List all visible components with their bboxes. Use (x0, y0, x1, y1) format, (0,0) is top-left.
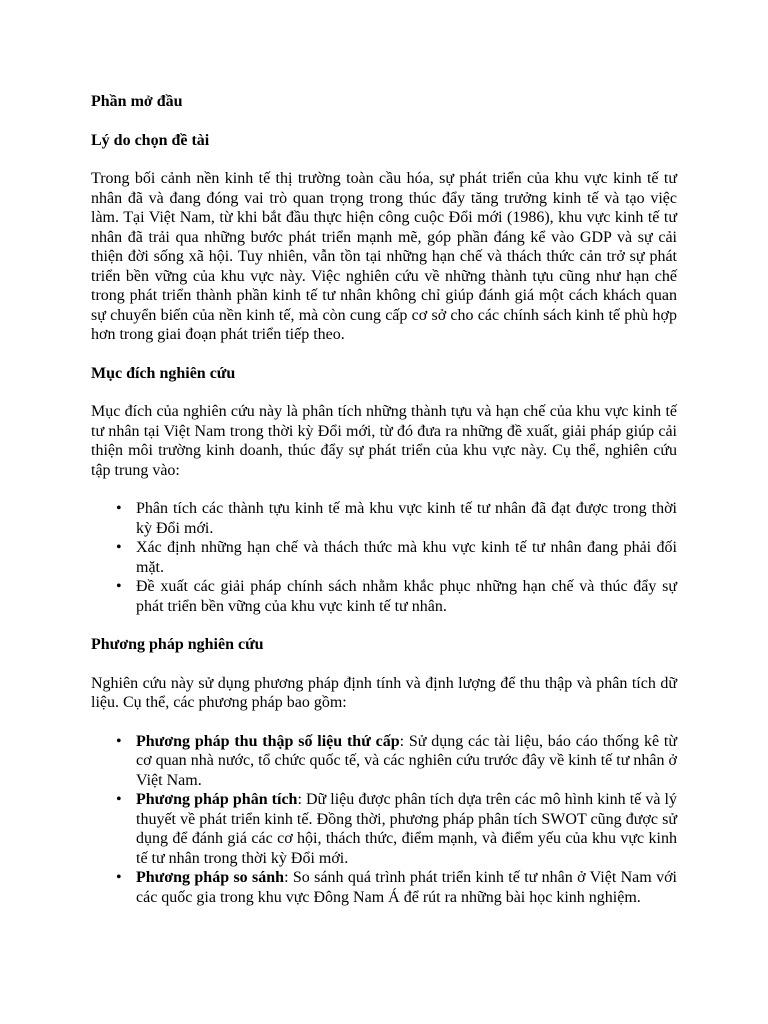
document-title: Phần mở đầu (91, 93, 183, 110)
section-heading-reason: Lý do chọn đề tài (91, 131, 210, 149)
list-item-text: Đề xuất các giải pháp chính sách nhằm khắc phục những hạn chế và thúc đẩy sự phát triển bền vững của khu vực kinh tế tư nhân. (136, 578, 677, 615)
list-item (116, 790, 677, 868)
method-bullet-list (91, 732, 677, 908)
list-item (116, 538, 677, 577)
method-description: : Dữ liệu được phân tích dựa trên các mô hình kinh tế và lý thuyết về phát triển kinh tế. Đồng thời, phương pháp phân tích SWOT cũng được sử dụng để đánh giá các cơ hội, thách thức, điểm mạnh, và điểm yếu của khu vực kinh tế tư nhân trong thời kỳ Đổi mới. (136, 791, 677, 867)
method-description: : Sử dụng các tài liệu, báo cáo thống kê từ cơ quan nhà nước, tổ chức quốc tế, và các nghiên cứu trước đây về kinh tế tư nhân ở Việt Nam. (136, 732, 677, 789)
section-paragraph-purpose: Mục đích của nghiên cứu này là phân tích những thành tựu và hạn chế của khu vực kinh tế tư nhân tại Việt Nam trong thời kỳ Đổi mới, từ đó đưa ra những đề xuất, giải pháp giúp cải thiện môi trường kinh doanh, thúc đẩy sự phát triển của khu vực này. Cụ thể, nghiên cứu tập trung vào: (91, 403, 677, 479)
purpose-bullet-list (91, 499, 677, 616)
list-item (116, 868, 677, 907)
list-item (116, 732, 677, 791)
section-heading-purpose: Mục đích nghiên cứu (91, 364, 236, 382)
section-paragraph-method: Nghiên cứu này sử dụng phương pháp định tính và định lượng để thu thập và phân tích dữ liệu. Cụ thể, các phương pháp bao gồm: (91, 674, 677, 711)
list-item (116, 577, 677, 616)
method-term: Phương pháp thu thập số liệu thứ cấp (136, 732, 400, 750)
list-item-text: Xác định những hạn chế và thách thức mà khu vực kinh tế tư nhân đang phải đối mặt. (136, 539, 677, 576)
bullet-dot-icon: • (116, 732, 122, 750)
section-heading-method: Phương pháp nghiên cứu (91, 636, 264, 653)
list-item (116, 499, 677, 538)
bullet-dot-icon: • (116, 539, 122, 556)
bullet-dot-icon: • (116, 791, 122, 808)
bullet-dot-icon: • (116, 578, 122, 595)
method-term: Phương pháp phân tích (136, 791, 298, 808)
bullet-dot-icon: • (116, 869, 122, 886)
list-item-text: Phân tích các thành tựu kinh tế mà khu vực kinh tế tư nhân đã đạt được trong thời kỳ Đổi mới. (136, 500, 677, 537)
method-term: Phương pháp so sánh (136, 869, 285, 886)
method-description: : So sánh quá trình phát triển kinh tế tư nhân ở Việt Nam với các quốc gia trong khu vực Đông Nam Á để rút ra những bài học kinh nghiệm. (136, 869, 677, 906)
document-page (91, 92, 677, 926)
bullet-dot-icon: • (116, 500, 122, 517)
section-paragraph-reason: Trong bối cảnh nền kinh tế thị trường toàn cầu hóa, sự phát triển của khu vực kinh tế tư nhân đã và đang đóng vai trò quan trọng trong thúc đẩy tăng trưởng kinh tế và tạo việc làm. Tại Việt Nam, từ khi bắt đầu thực hiện công cuộc Đổi mới (1986), khu vực kinh tế tư nhân đã trải qua những bước phát triển mạnh mẽ, góp phần đáng kể vào GDP và sự cải thiện đời sống xã hội. Tuy nhiên, vẫn tồn tại những hạn chế và thách thức cản trở sự phát triển bền vững của khu vực này. Việc nghiên cứu về những thành tựu cũng như hạn chế trong phát triển thành phần kinh tế tư nhân không chỉ giúp đánh giá một cách khách quan sự chuyển biến của nền kinh tế, mà còn cung cấp cơ sở cho các chính sách kinh tế phù hợp hơn trong giai đoạn phát triển tiếp theo. (91, 170, 677, 343)
